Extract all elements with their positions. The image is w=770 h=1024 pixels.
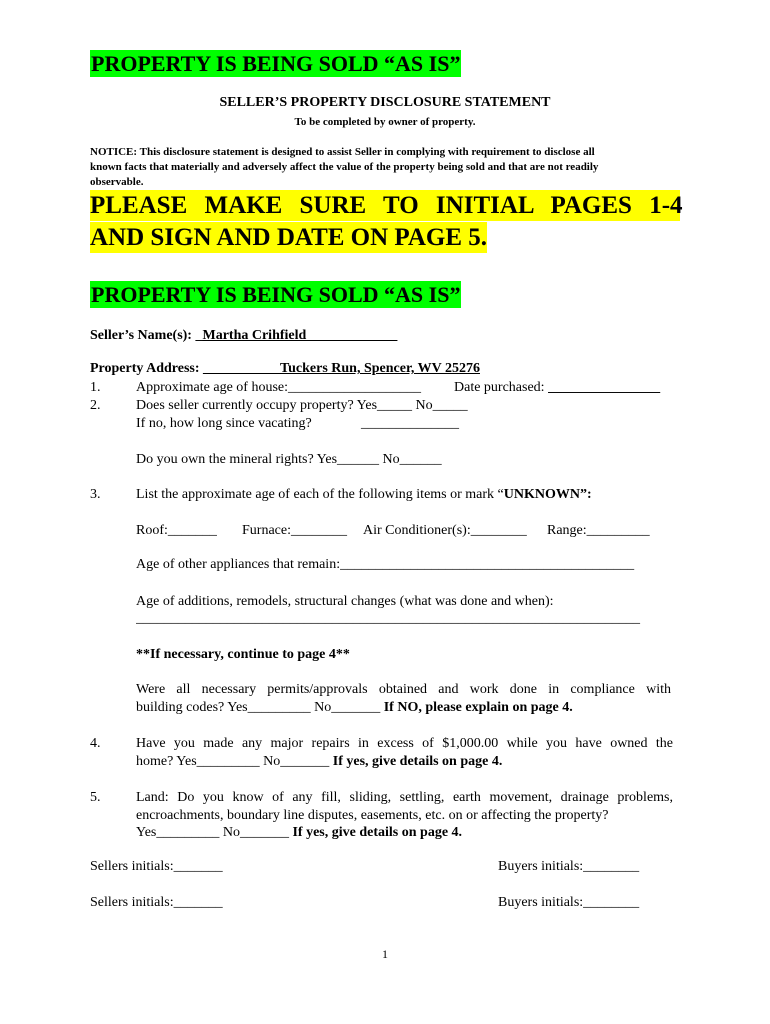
repairs-details-note: If yes, give details on page 4. — [332, 754, 503, 769]
sellers-initials-1[interactable]: Sellers initials:_______ — [90, 859, 223, 874]
mineral-rights-question[interactable]: Do you own the mineral rights? Yes______ No______ — [136, 452, 442, 467]
item-ages-question — [136, 487, 592, 503]
page-subtitle: To be completed by owner of property. — [294, 116, 476, 128]
furnace-age-field[interactable]: Furnace:________ — [242, 523, 347, 538]
item-ages-text: List the approximate age of each of the following items or mark “ — [136, 487, 504, 502]
repairs-question-line-1: Have you made any major repairs in excess of $1,000.00 while you have owned the — [136, 736, 673, 751]
notice-line-2: known facts that materially and adversely affect the value of the property being sold and that are not readily — [90, 161, 599, 173]
item-number-4: 4. — [90, 736, 101, 751]
date-purchased-row — [454, 380, 660, 396]
land-question-line-3[interactable] — [136, 825, 462, 841]
property-address-row — [90, 361, 480, 377]
land-question-line-2: encroachments, boundary line disputes, easements, etc. on or affecting the property? — [136, 808, 609, 823]
permits-question-line-2[interactable] — [136, 700, 573, 716]
initial-notice-text-1: PLEASE MAKE SURE TO INITIAL PAGES 1-4 — [90, 192, 683, 219]
notice-line-3: observable. — [90, 176, 144, 188]
additions-field[interactable]: ________________________________________________________________________ — [136, 611, 640, 626]
appliances-age-field[interactable]: Age of other appliances that remain:__________________________________________ — [136, 557, 635, 572]
date-purchased-field[interactable]: ________________ — [548, 380, 661, 395]
initial-notice-line-1 — [90, 190, 683, 221]
page-number: 1 — [382, 947, 388, 961]
land-answer: Yes_________ No_______ — [136, 825, 293, 840]
air-conditioner-age-field[interactable]: Air Conditioner(s):________ — [363, 523, 527, 538]
land-details-note: If yes, give details on page 4. — [292, 825, 463, 840]
item-ages-unknown: UNKNOWN”: — [503, 487, 592, 502]
land-question-line-1: Land: Do you know of any fill, sliding, settling, earth movement, drainage problems, — [136, 790, 673, 805]
roof-age-field[interactable]: Roof:_______ — [136, 523, 217, 538]
house-age-field[interactable]: Approximate age of house:___________________ — [136, 380, 422, 395]
range-age-field[interactable]: Range:_________ — [547, 523, 650, 538]
property-address-value[interactable]: ___________Tuckers Run, Spencer, WV 25276 — [203, 361, 480, 376]
occupy-property-question[interactable]: Does seller currently occupy property? Yes_____ No_____ — [136, 398, 468, 413]
seller-name-row — [90, 328, 397, 344]
buyers-initials-1[interactable]: Buyers initials:________ — [498, 859, 640, 874]
item-number-3: 3. — [90, 487, 101, 502]
continue-note: **If necessary, continue to page 4** — [136, 647, 350, 662]
property-address-label: Property Address: — [90, 361, 204, 376]
buyers-initials-2[interactable]: Buyers initials:________ — [498, 895, 640, 910]
banner-as-is-top: PROPERTY IS BEING SOLD “AS IS” — [91, 51, 461, 76]
permits-explain-note: If NO, please explain on page 4. — [383, 700, 573, 715]
additions-question: Age of additions, remodels, structural changes (what was done and when): — [136, 594, 554, 609]
seller-name-label: Seller’s Name(s): _ — [90, 328, 203, 343]
permits-answer: building codes? Yes_________ No_______ — [136, 700, 384, 715]
vacating-field[interactable]: ______________ — [361, 416, 459, 431]
repairs-answer: home? Yes_________ No_______ — [136, 754, 333, 769]
date-purchased-label: Date purchased: — [454, 380, 549, 395]
notice-line-1: NOTICE: This disclosure statement is designed to assist Seller in complying with requirement to disclose all — [90, 146, 595, 158]
item-number-2: 2. — [90, 398, 101, 413]
vacating-question: If no, how long since vacating? — [136, 416, 312, 431]
sellers-initials-2[interactable]: Sellers initials:_______ — [90, 895, 223, 910]
page-title: SELLER’S PROPERTY DISCLOSURE STATEMENT — [219, 95, 551, 110]
seller-name-value[interactable]: Martha Crihfield_____________ — [202, 328, 398, 343]
item-number-5: 5. — [90, 790, 101, 805]
item-number-1: 1. — [90, 380, 101, 395]
initial-notice-line-2: AND SIGN AND DATE ON PAGE 5. — [90, 224, 488, 251]
permits-question-line-1: Were all necessary permits/approvals obtained and work done in compliance with — [136, 682, 671, 697]
banner-as-is-mid: PROPERTY IS BEING SOLD “AS IS” — [91, 282, 461, 307]
repairs-question-line-2[interactable] — [136, 754, 502, 770]
